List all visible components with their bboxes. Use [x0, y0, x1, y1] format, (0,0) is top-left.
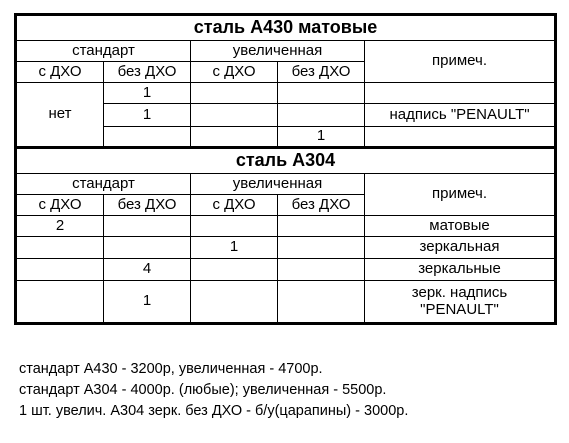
table2-group-standard: стандарт — [17, 174, 191, 195]
table1-note — [365, 127, 555, 148]
table1-rowgroup-label: нет — [17, 83, 104, 148]
table2-col-standard-with-drl: с ДХО — [17, 195, 104, 216]
table2-cell: 1 — [191, 237, 278, 259]
table1-cell: 1 — [278, 127, 365, 148]
table1-cell — [191, 83, 278, 104]
table2-cell — [191, 281, 278, 323]
table2-cell — [278, 259, 365, 281]
table1-cell — [278, 83, 365, 104]
table2-cell: 1 — [104, 281, 191, 323]
table2-col-increased-without-drl: без ДХО — [278, 195, 365, 216]
table1-col-standard-without-drl: без ДХО — [104, 62, 191, 83]
table2-col-standard-without-drl: без ДХО — [104, 195, 191, 216]
table1-group-increased: увеличенная — [191, 41, 365, 62]
table2-group-increased: увеличенная — [191, 174, 365, 195]
table2-cell — [278, 281, 365, 323]
table1-cell — [104, 127, 191, 148]
table1-cell — [191, 127, 278, 148]
table1-cell — [191, 104, 278, 127]
table2-col-increased-with-drl: с ДХО — [191, 195, 278, 216]
table2-cell: 2 — [17, 216, 104, 237]
table1-group-standard: стандарт — [17, 41, 191, 62]
table2-note: зеркальная — [365, 237, 555, 259]
table2-note-line: "PENAULT" — [420, 300, 499, 318]
table1-col-standard-with-drl: с ДХО — [17, 62, 104, 83]
table2-note-header: примеч. — [365, 174, 555, 216]
table2-cell: 4 — [104, 259, 191, 281]
table2-title: сталь А304 — [17, 148, 555, 174]
price-notes — [19, 359, 408, 422]
price-note-line: 1 шт. увелич. А304 зерк. без ДХО - б/у(царапины) - 3000р. — [19, 403, 409, 419]
table2-cell — [104, 237, 191, 259]
table1-col-increased-with-drl: с ДХО — [191, 62, 278, 83]
table2-cell — [278, 237, 365, 259]
table2-note: зеркальные — [365, 259, 555, 281]
table1-title: сталь А430 матовые — [17, 16, 555, 41]
table2-cell — [17, 237, 104, 259]
table2-cell — [104, 216, 191, 237]
table2-cell — [17, 281, 104, 323]
table1-note: надпись "PENAULT" — [365, 104, 555, 127]
table2-cell — [278, 216, 365, 237]
table2-cell — [17, 259, 104, 281]
table2-cell — [191, 216, 278, 237]
price-table — [16, 15, 555, 323]
table1-cell: 1 — [104, 104, 191, 127]
table1-col-increased-without-drl: без ДХО — [278, 62, 365, 83]
price-note-line: стандарт А430 - 3200р, увеличенная - 4700р. — [19, 361, 323, 377]
price-note-line: стандарт А304 - 4000р. (любые); увеличенная - 5500р. — [19, 382, 387, 398]
table1-cell: 1 — [104, 83, 191, 104]
table2-note — [365, 281, 555, 323]
table2-cell — [191, 259, 278, 281]
table1-cell — [278, 104, 365, 127]
table2-note-line: зерк. надпись — [411, 284, 508, 301]
table1-note-header: примеч. — [365, 41, 555, 83]
table2-note: матовые — [365, 216, 555, 237]
table1-note — [365, 83, 555, 104]
